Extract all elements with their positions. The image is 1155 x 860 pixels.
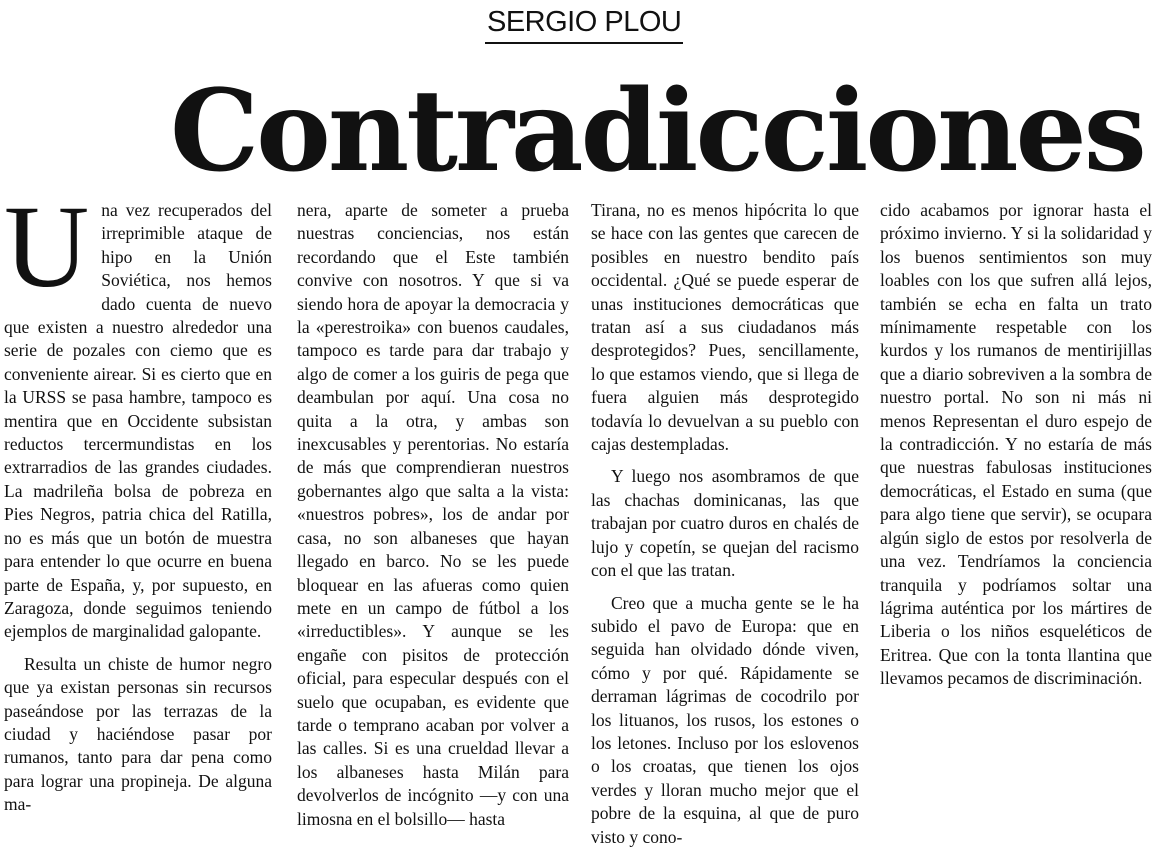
column-1-paragraph-1 [4, 199, 272, 644]
paragraph-text: na vez recuperados del irreprimible ataque de hipo en la Unión Soviética, nos hemos dado cuenta de nuevo que existen a nuestro alrededor una serie de pozales con ciemo que es conveniente airear. Si es cierto que en la URSS se pasa hambre, tampoco es mentira que en Occidente subsistan reductos tercermundistas en los extrarradios de las grandes ciudades. La madrileña bolsa de pobreza en Pies Negros, patria chica del Ratilla, no es más que un botón de muestra para entender lo que ocurre en buena parte de España, y, por supuesto, en Zaragoza, donde seguimos teniendo ejemplos de marginalidad galopante. [4, 200, 272, 642]
author-byline: SERGIO PLOU [485, 4, 683, 44]
column-2-paragraph-1: nera, aparte de someter a prueba nuestras conciencias, nos están recordando que el Este también convive con nosotros. Y que si va siendo hora de apoyar la democracia y la «perestroika» con buenos caudales, tampoco es tarde para dar trabajo y algo de comer a los guiris de pega que deambulan por aquí. Una cosa no quita a la otra, y ambas son inexcusables y perentorias. No estaría de más que comprendieran nuestros gobernantes algo que salta a la vista: «nuestros pobres», los de andar por casa, no son albaneses que hayan llegado en barco. No se les puede bloquear en las afueras como quien mete en un campo de fútbol a los «irreductibles». Y aunque se les engañe con pisitos de protección oficial, para especular después con el suelo que ocupaban, es evidente que tarde o temprano acaban por volver a las calles. Si es una crueldad llevar a los albaneses hasta Milán para devolverlos de incógnito —y con una limosna en el bolsillo— hasta [297, 200, 569, 829]
article-column-1 [4, 199, 272, 854]
column-3-paragraph-3: Creo que a mucha gente se le ha subido el pavo de Europa: que en seguida han olvidado dónde viven, cómo y por qué. Rápidamente se derraman lágrimas de cocodrilo por los lituanos, los rusos, los estones o los letones. Incluso por los eslovenos o los croatas, que tienen los ojos verdes y lloran mucho mejor que el pobre de la esquina, al que de puro visto y cono- [591, 592, 859, 847]
column-1-paragraph-2: Resulta un chiste de humor negro que ya existan personas sin recursos paseándose por las terrazas de la ciudad y haciéndose pasar por rumanos, tanto para dar pena como para lograr una propineja. De alguna ma- [4, 653, 272, 815]
article-title: Contradicciones [170, 66, 1144, 197]
column-3-paragraph-1: Tirana, no es menos hipócrita lo que se hace con las gentes que carecen de posibles en nuestro bendito país occidental. ¿Qué se puede esperar de unas instituciones democráticas que tratan así a sus ciudadanos más desprotegidos? Pues, sencillamente, lo que estamos viendo, que si llega de fuera alguien más desprotegido todavía lo devuelvan a su pueblo con cajas destempladas. [591, 200, 859, 455]
column-3-paragraph-2: Y luego nos asombramos de que las chachas dominicanas, las que trabajan por cuatro duros en chalés de lujo y copetín, se quejan del racismo con el que las tratan. [591, 466, 859, 581]
article-column-3 [591, 199, 859, 854]
article-column-4 [880, 199, 1152, 854]
article-column-2 [297, 199, 569, 854]
column-4-paragraph-1: cido acabamos por ignorar hasta el próximo invierno. Y si la solidaridad y los buenos sentimientos son muy loables con los que sufren allá lejos, también se echa en falta un trato mínimamente respetable con los kurdos y los rumanos de mentirijillas que a diario sobreviven a la sombra de nuestro portal. No son ni más ni menos Representan el duro espejo de la contradicción. Y no estaría de más que nuestras fabulosas instituciones democráticas, el Estado en suma (que para algo tiene que servir), se ocupara algún siglo de estos por resolverla de una vez. Tendríamos la conciencia tranquila y podríamos soltar una lágrima auténtica por los mártires de Liberia o los niños esqueléticos de Eritrea. Que con la tonta llantina que llevamos pecamos de discriminación. [880, 200, 1152, 689]
drop-cap: U [4, 199, 90, 312]
